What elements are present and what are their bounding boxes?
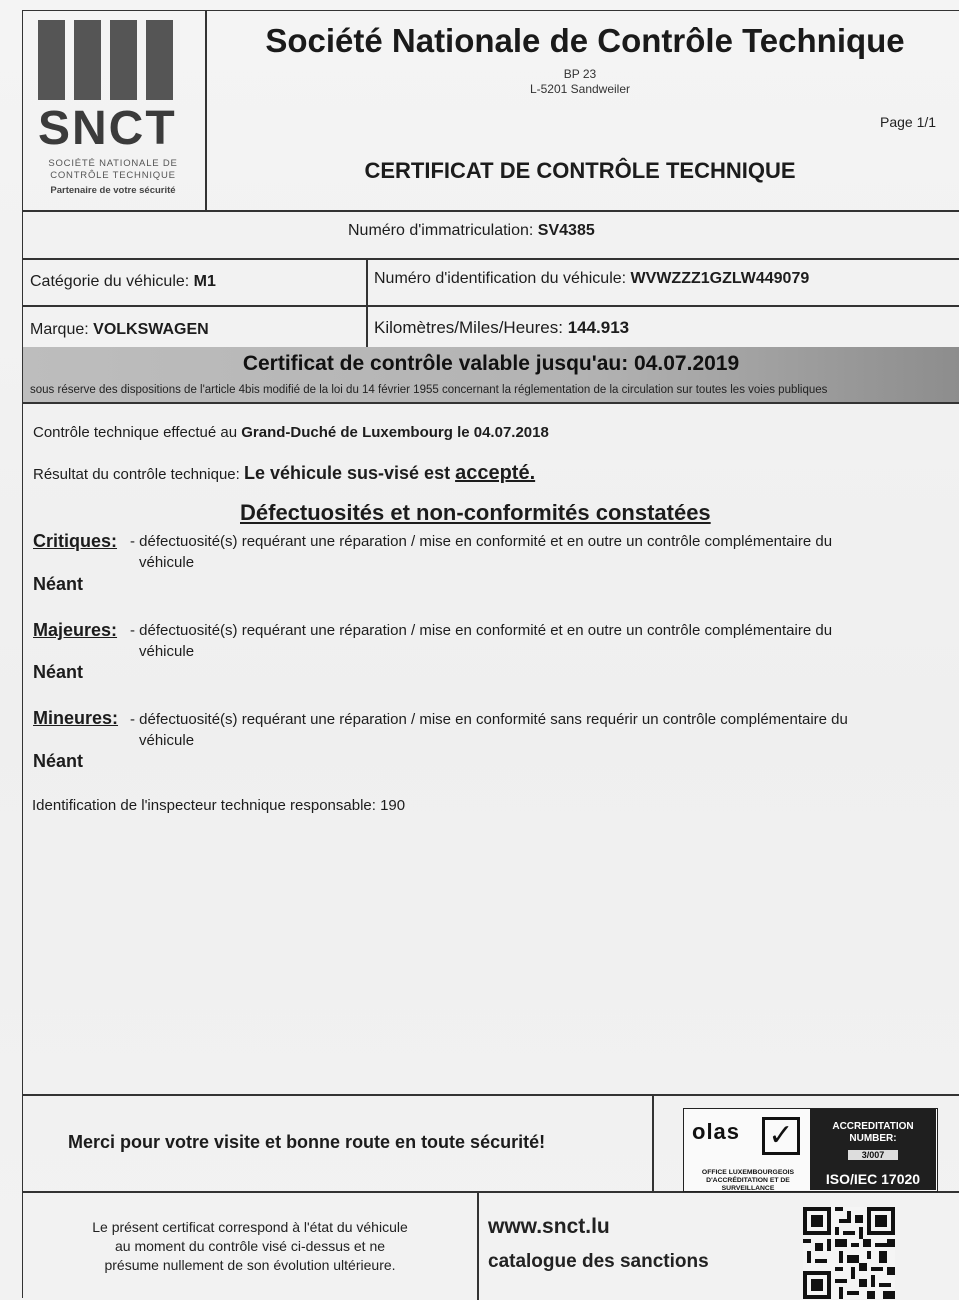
organization-title: Société Nationale de Contrôle Technique [265,22,905,59]
logo-text: SNCT [38,102,177,155]
thanks-message: Merci pour votre visite et bonne route en toute sécurité! [68,1132,546,1152]
vehicle-category: Catégorie du véhicule: M1 [30,273,216,290]
inspection-place-date: Contrôle technique effectué au Grand-Duché de Luxembourg le 04.07.2018 [33,424,549,441]
vehicle-mileage: Kilomètres/Miles/Heures: 144.913 [374,318,630,337]
iso-standard: ISO/IEC 17020 [825,1171,921,1187]
rule [22,1094,959,1096]
rule [22,210,959,212]
major-value: Néant [33,662,84,682]
header-divider [205,10,207,210]
certificate-title: CERTIFICAT DE CONTRÔLE TECHNIQUE [364,158,796,183]
minor-label: Mineures: [33,708,119,728]
logo-tagline: Partenaire de votre sécurité [50,185,176,196]
major-label: Majeures: [33,620,118,640]
inspector-id: Identification de l'inspecteur technique responsable: 190 [32,797,406,814]
cell-divider [652,1094,654,1192]
registration-number: Numéro d'immatriculation: SV4385 [348,222,595,239]
critical-label: Critiques: [33,531,118,551]
sanctions-catalogue-link[interactable]: catalogue des sanctions [488,1251,709,1272]
website-link[interactable]: www.snct.lu [488,1215,610,1238]
cell-divider [366,258,368,348]
disclaimer: Le présent certificat correspond à l'état du véhicule au moment du contrôle visé ci-dessus et ne présume nullement de son évolution ultérieure. [92,1219,408,1273]
olas-logo: olas [692,1119,741,1144]
checkmark-icon: ✓ [762,1117,800,1155]
organization-address: BP 23 L-5201 Sandweiler [529,67,631,96]
snct-logo [38,20,188,205]
page-number: Page 1/1 [880,114,937,130]
defects-title: Défectuosités et non-conformités constatées [240,500,711,525]
qr-code-icon[interactable] [803,1207,895,1299]
cell-divider [477,1191,479,1300]
vehicle-brand: Marque: VOLKSWAGEN [30,321,209,338]
olas-subtitle: OFFICE LUXEMBOURGEOIS D'ACCRÉDITATION ET DE SURVEILLANCE [701,1169,795,1192]
minor-value: Néant [33,751,84,771]
validity-note: sous réserve des dispositions de l'article 4bis modifié de la loi du 14 février 1955 concernant la réglementation de la circulation sur toutes les voies publiques [30,384,828,396]
accreditation-badge [683,1108,938,1192]
logo-bars-icon [38,20,188,100]
validity-date: Certificat de contrôle valable jusqu'au: 04.07.2019 [242,352,740,375]
critical-value: Néant [33,574,84,594]
critical-description: - défectuosité(s) requérant une réparation / mise en conformité et en outre un contrôle complémentaire du véhicule [130,533,833,571]
accepted-status: accepté. [455,462,536,484]
rule [22,305,959,307]
logo-subtitle: SOCIÉTÉ NATIONALE DE CONTRÔLE TECHNIQUE [48,158,178,181]
rule [22,402,959,404]
major-description: - défectuosité(s) requérant une réparation / mise en conformité et en outre un contrôle complémentaire du véhicule [130,622,833,660]
vehicle-vin: Numéro d'identification du véhicule: WVWZZZ1GZLW449079 [374,270,810,287]
minor-description: - défectuosité(s) requérant une réparation / mise en conformité sans requérir un contrôle complémentaire du véhicule [130,711,848,749]
accreditation-panel: ACCREDITATION NUMBER: 3/007 ISO/IEC 17020 [810,1109,936,1190]
inspection-result: Résultat du contrôle technique: Le véhicule sus-visé est accepté. [33,462,536,484]
rule [22,258,959,260]
accreditation-number: 3/007 [848,1150,899,1160]
